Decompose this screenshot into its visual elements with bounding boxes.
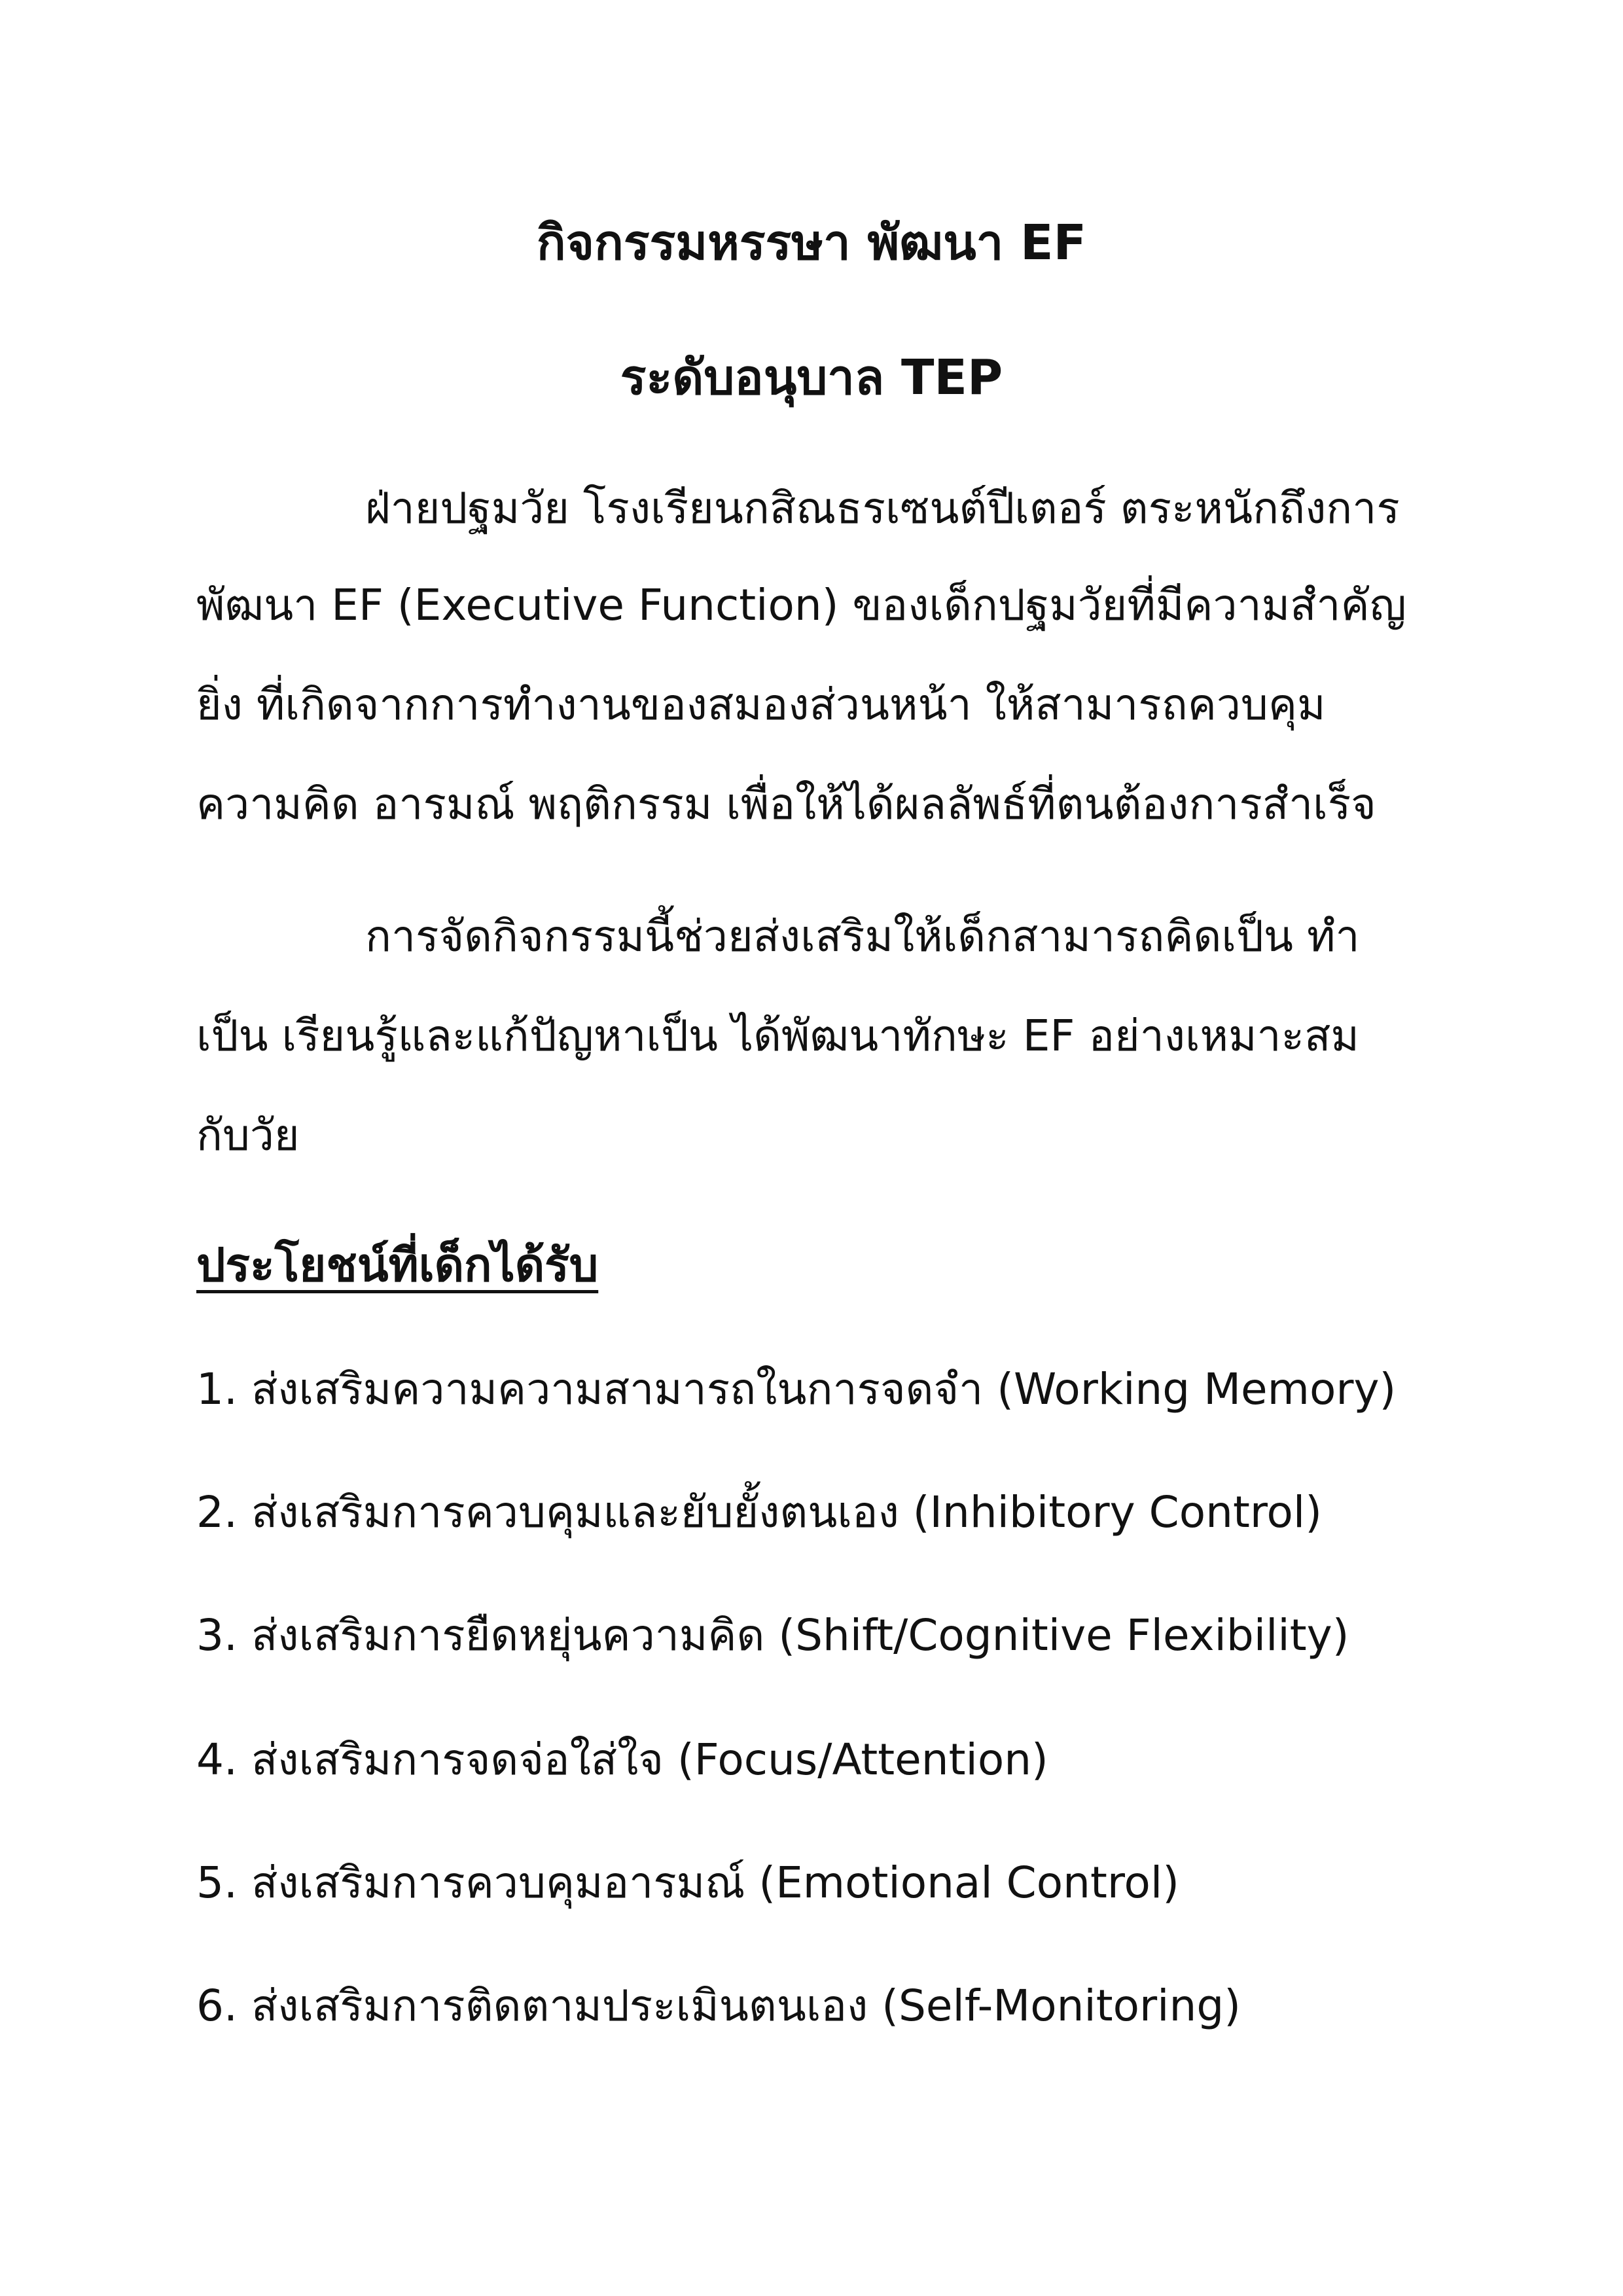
list-item-number: 4. (196, 1734, 251, 1785)
section-heading-benefits: ประโยชน์ที่เด็กได้รับ (196, 1238, 599, 1292)
document-subtitle: ระดับอนุบาล TEP (620, 350, 1003, 406)
intro-line-4: ความคิด อารมณ์ พฤติกรรม เพื่อให้ได้ผลลัพธ์ที่ตนต้องการสำเร็จ (196, 779, 1376, 829)
list-item (196, 1606, 1349, 1665)
activity-line-1: การจัดกิจกรรมนี้ช่วยส่งเสริมให้เด็กสามารถคิดเป็น ทำ (365, 911, 1360, 961)
list-item-text: ส่งเสริมการควบคุมและยับยั้งตนเอง (Inhibitory Control) (251, 1487, 1322, 1537)
list-item-number: 6. (196, 1981, 251, 2031)
list-item (196, 1360, 1396, 1419)
list-item-text: ส่งเสริมการควบคุมอารมณ์ (Emotional Control) (251, 1857, 1179, 1908)
list-item (196, 1731, 1048, 1789)
list-item-number: 1. (196, 1364, 251, 1414)
document-title: กิจกรรมหรรษา พัฒนา EF (536, 215, 1087, 271)
intro-line-2: พัฒนา EF (Executive Function) ของเด็กปฐมวัยที่มีความสำคัญ (196, 580, 1406, 630)
list-item-text: ส่งเสริมการยืดหยุ่นความคิด (Shift/Cognitive Flexibility) (251, 1610, 1349, 1660)
list-item-number: 3. (196, 1610, 251, 1660)
list-item-text: ส่งเสริมความความสามารถในการจดจำ (Working Memory) (251, 1364, 1397, 1414)
list-item-number: 5. (196, 1857, 251, 1908)
list-item (196, 1854, 1179, 1912)
list-item-text: ส่งเสริมการติดตามประเมินตนเอง (Self-Monitoring) (251, 1981, 1241, 2031)
activity-line-3: กับวัย (196, 1110, 300, 1160)
intro-line-3: ยิ่ง ที่เกิดจากการทำงานของสมองส่วนหน้า ให้สามารถควบคุม (196, 679, 1326, 730)
list-item (196, 1483, 1322, 1542)
activity-line-2: เป็น เรียนรู้และแก้ปัญหาเป็น ได้พัฒนาทักษะ EF อย่างเหมาะสม (196, 1011, 1359, 1061)
list-item-text: ส่งเสริมการจดจ่อใส่ใจ (Focus/Attention) (251, 1734, 1048, 1785)
intro-line-1: ฝ่ายปฐมวัย โรงเรียนกสิณธรเซนต์ปีเตอร์ ตระหนักถึงการ (365, 483, 1400, 533)
list-item (196, 1977, 1241, 2036)
list-item-number: 2. (196, 1487, 251, 1537)
